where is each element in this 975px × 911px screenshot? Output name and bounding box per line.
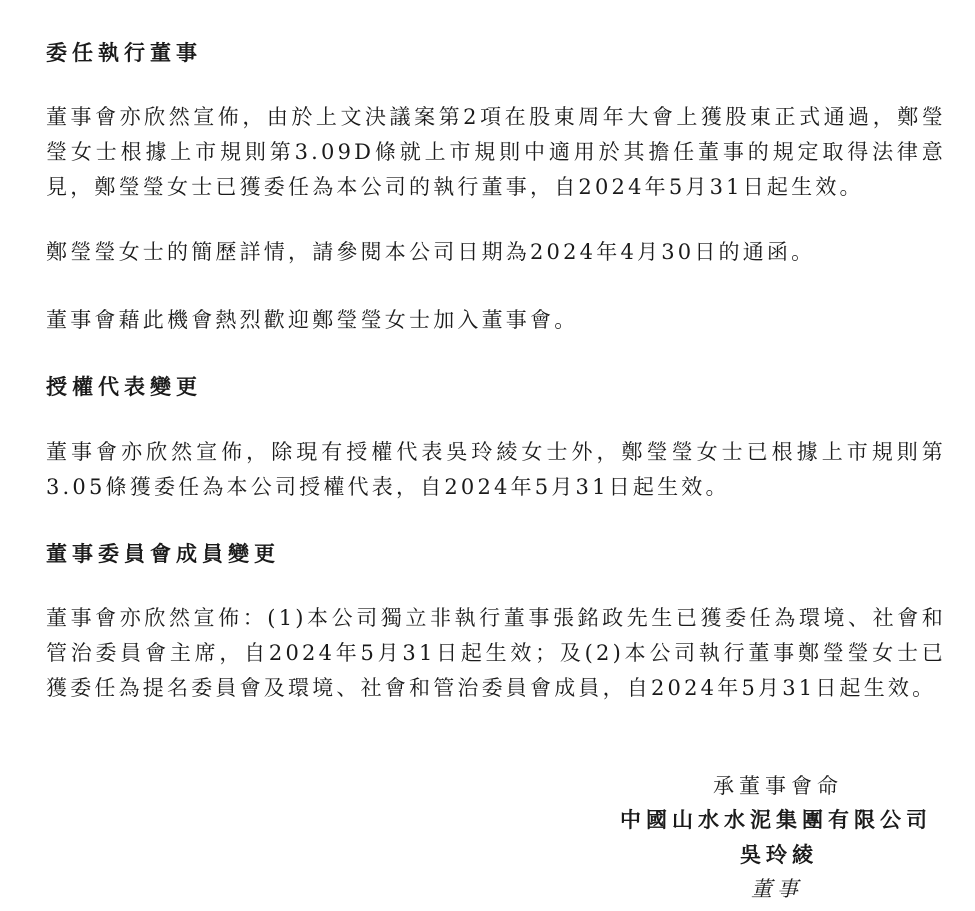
section-heading-committee-changes: 董事委員會成員變更 <box>46 541 280 566</box>
signature-signatory-title: 董事 <box>751 877 803 901</box>
signature-signatory-name: 吳玲綾 <box>740 842 818 867</box>
paragraph-committee-changes: 董事會亦欣然宣佈：(1)本公司獨立非執行董事張銘政先生已獲委任為環境、社會和管治委員會主席，自2024年5月31日起生效；及(2)本公司執行董事鄭瑩瑩女士已獲委任為提名委員會及環境、社會和管治委員會成員，自2024年5月31日起生效。 <box>46 606 946 700</box>
paragraph-appointment: 董事會亦欣然宣佈，由於上文決議案第2項在股東周年大會上獲股東正式通過，鄭瑩瑩女士根據上市規則第3.09D條就上市規則中適用於其擔任董事的規定取得法律意見，鄭瑩瑩女士已獲委任為本公司的執行董事，自2024年5月31日起生效。 <box>46 105 946 199</box>
section-heading-appointment: 委任執行董事 <box>46 40 202 65</box>
signature-company-name: 中國山水水泥集團有限公司 <box>620 807 932 832</box>
paragraph-welcome: 董事會藉此機會熱烈歡迎鄭瑩瑩女士加入董事會。 <box>46 308 579 332</box>
signature-by-order: 承董事會命 <box>713 774 843 798</box>
paragraph-authorized-representative: 董事會亦欣然宣佈，除現有授權代表吳玲綾女士外，鄭瑩瑩女士已根據上市規則第3.05條獲委任為本公司授權代表，自2024年5月31日起生效。 <box>46 440 946 499</box>
section-heading-authorized-representative: 授權代表變更 <box>46 374 202 399</box>
paragraph-biography: 鄭瑩瑩女士的簡歷詳情，請參閱本公司日期為2024年4月30日的通函。 <box>46 240 816 264</box>
